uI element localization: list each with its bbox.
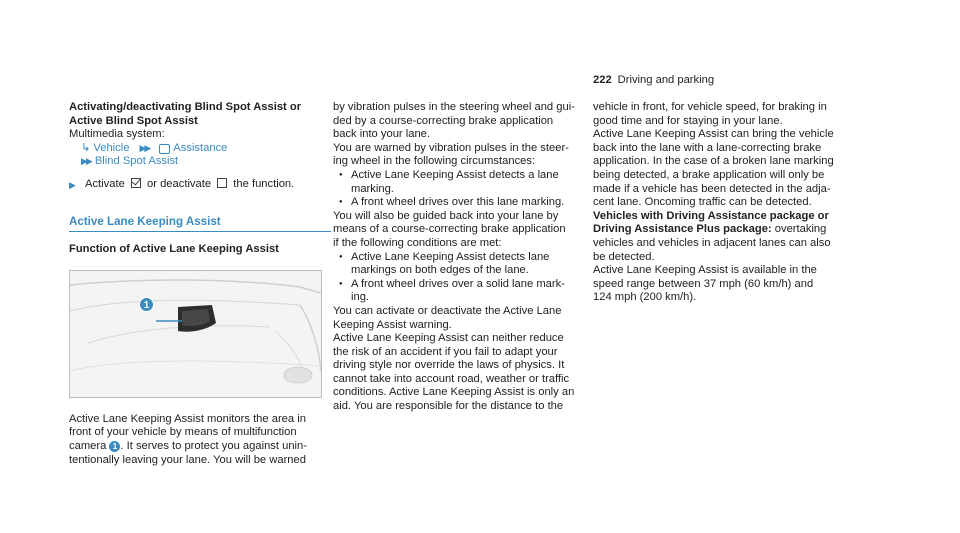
text-line: 124 mph (200 km/h). <box>593 291 697 304</box>
col3-para1 <box>593 101 863 210</box>
package-note-bold: Driving Assistance Plus package: <box>593 223 772 236</box>
action-step <box>69 178 331 193</box>
caption-line: front of your vehicle by means of multifunction <box>69 426 297 439</box>
list-item <box>333 251 595 278</box>
text-line: Active Lane Keeping Assist can bring the vehicle <box>593 128 834 141</box>
col2-para1 <box>333 101 595 169</box>
text-line: the risk of an accident if you fail to adapt your <box>333 345 558 358</box>
list-item <box>333 278 595 305</box>
column-2 <box>333 101 595 414</box>
package-note-tail: overtaking <box>771 223 827 236</box>
action-pre: Activate <box>85 177 125 190</box>
column-1 <box>69 101 331 467</box>
text-line: You can activate or deactivate the Active Lane <box>333 304 562 317</box>
text-line: Keeping Assist warning. <box>333 318 452 331</box>
nav-blind-spot-assist: Blind Spot Assist <box>94 155 179 168</box>
heading-line-1: Activating/deactivating Blind Spot Assist or <box>69 101 302 113</box>
section-name: Driving and parking <box>617 74 715 86</box>
text-line: Active Lane Keeping Assist is available in the <box>593 264 817 277</box>
nav-assistance: Assistance <box>173 141 228 154</box>
system-label: Multimedia system: <box>69 128 165 141</box>
text-line: application. In the case of a broken lane marking <box>593 155 834 168</box>
bullet-list-1 <box>333 169 595 210</box>
page-number: 222 <box>593 74 612 86</box>
text-line: being detected, a brake application will only be <box>593 168 825 181</box>
text-line: ded by a course-correcting brake application <box>333 114 554 127</box>
action-mid: or deactivate <box>147 177 212 190</box>
package-note-heading: Vehicles with Driving Assistance package or <box>593 209 829 222</box>
list-item <box>333 169 595 196</box>
return-arrow-icon: ↳ <box>81 141 91 154</box>
text-line: driving style nor override the laws of physics. It <box>333 359 565 372</box>
action-text <box>85 178 294 192</box>
text-line: Active Lane Keeping Assist can neither reduce <box>333 332 564 345</box>
text-line: cent lane. Oncoming traffic can be detected. <box>593 196 812 209</box>
text-line: back into your lane. <box>333 128 431 141</box>
windshield-camera-figure <box>69 270 322 398</box>
heading-blind-spot <box>69 101 331 128</box>
bullet-line: ● Active Lane Keeping Assist detects lane <box>351 250 550 263</box>
bullet-line: ● A front wheel drives over this lane marking. <box>351 196 565 209</box>
double-chevron-icon: ▶▶ <box>81 156 91 167</box>
text-line: ing wheel in the following circumstances: <box>333 155 536 168</box>
text-line: means of a course-correcting brake application <box>333 223 566 236</box>
nav-path-line-2 <box>69 155 331 169</box>
bullet-line: marking. <box>351 182 394 195</box>
caption-line-camera <box>69 440 331 454</box>
text-line: speed range between 37 mph (60 km/h) and <box>593 277 814 290</box>
heading-line-2: Active Blind Spot Assist <box>69 114 198 127</box>
text-line: aid. You are responsible for the distance to the <box>333 400 564 413</box>
figure-caption <box>69 413 331 467</box>
bullet-line: ● A front wheel drives over a solid lane mark- <box>351 277 565 290</box>
text-line: by vibration pulses in the steering wheel and gui- <box>333 101 575 113</box>
col3-para2 <box>593 237 863 305</box>
bullet-list-2 <box>333 251 595 305</box>
text-line: You are warned by vibration pulses in the steer- <box>333 141 569 154</box>
double-chevron-icon: ▶▶ <box>139 142 150 153</box>
col2-para2 <box>333 210 595 251</box>
figure-callout-overlay <box>139 297 154 313</box>
col2-para3 <box>333 305 595 414</box>
action-arrow-icon: ▶ <box>69 179 76 190</box>
text-line: back into the lane with a lane-correcting brake <box>593 141 822 154</box>
text-line: vehicle in front, for vehicle speed, for braking in <box>593 101 827 113</box>
list-item <box>333 196 595 210</box>
callout-badge: 1 <box>109 441 120 452</box>
caption-after-badge: . It serves to protect you against unin- <box>120 439 307 452</box>
caption-line: tentionally leaving your lane. You will be warned <box>69 453 306 466</box>
bullet-line: ● Active Lane Keeping Assist detects a lane <box>351 168 559 181</box>
text-line: good time and for staying in your lane. <box>593 114 783 127</box>
nav-vehicle: Vehicle <box>93 141 130 154</box>
text-line: made if a vehicle has been detected in the adja- <box>593 182 831 195</box>
text-line: vehicles and vehicles in adjacent lanes can also <box>593 236 831 249</box>
column-3 <box>593 101 863 305</box>
text-line: if the following conditions are met: <box>333 236 502 249</box>
caption-camera-word: camera <box>69 439 107 452</box>
text-line: You will also be guided back into your lane by <box>333 209 559 222</box>
nav-path-line-1 <box>69 142 331 156</box>
bullet-line: markings on both edges of the lane. <box>351 264 529 277</box>
figure-callout-badge: 1 <box>139 297 154 312</box>
page-header <box>593 74 714 88</box>
windshield-illustration <box>70 271 321 397</box>
action-post: the function. <box>233 177 295 190</box>
bullet-line: ing. <box>351 291 370 304</box>
caption-line: Active Lane Keeping Assist monitors the area in <box>69 412 306 425</box>
checkbox-empty-icon <box>217 178 227 188</box>
package-note-line <box>593 223 863 237</box>
car-assist-icon <box>159 144 170 154</box>
checkbox-checked-icon <box>131 178 141 188</box>
section-title: Active Lane Keeping Assist <box>69 215 331 233</box>
text-line: be detected. <box>593 250 655 263</box>
text-line: conditions. Active Lane Keeping Assist is only an <box>333 386 575 399</box>
sub-title: Function of Active Lane Keeping Assist <box>69 243 279 256</box>
text-line: cannot take into account road, weather or traffic <box>333 372 570 385</box>
